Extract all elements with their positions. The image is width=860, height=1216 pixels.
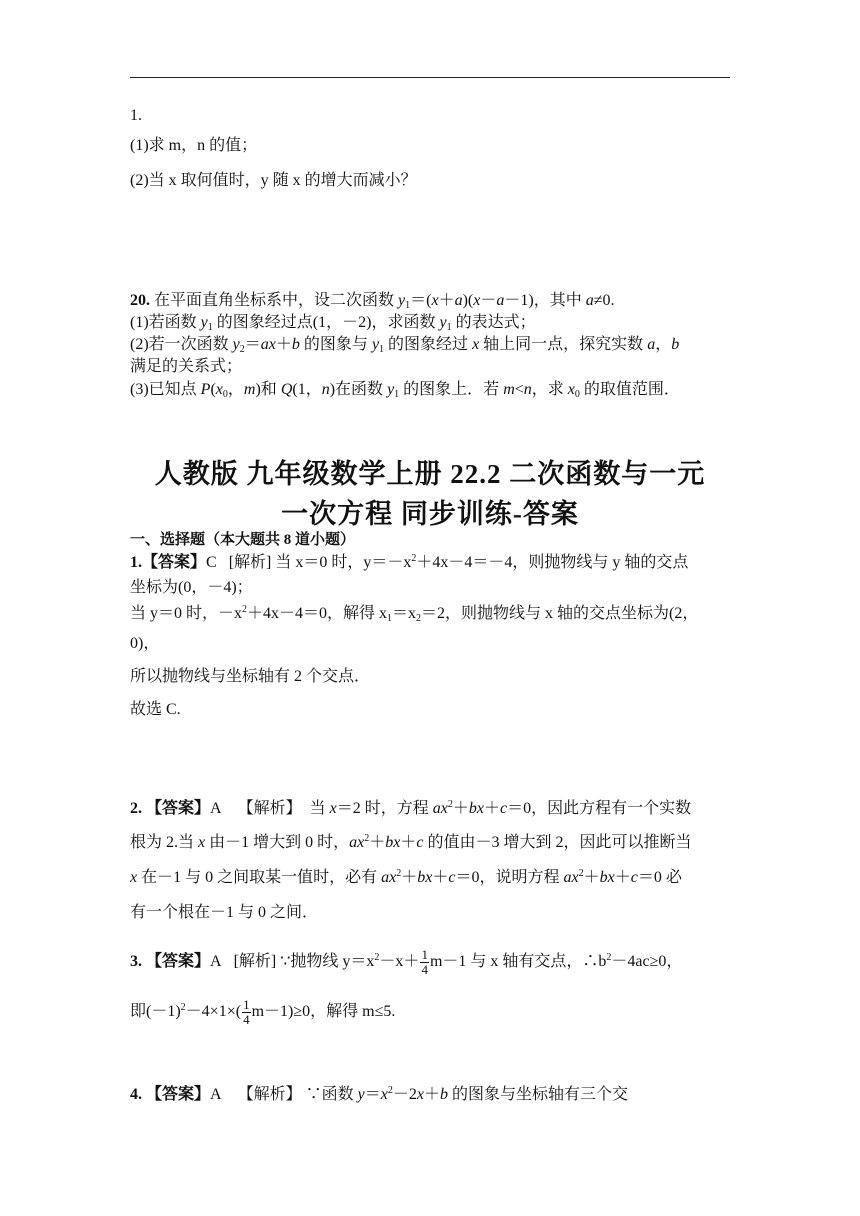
q20-part3: (3)已知点 $P(x_0$，m)和 Q(1，n)在函数 $y_1$ 的图象上．若 m<n，求 $x_0$ 的取值范围． — [130, 381, 680, 400]
q20-number: 20. — [130, 292, 150, 309]
fraction-one-quarter: $\frac{1}{4}$ — [421, 946, 428, 977]
answer-1-line2: 坐标为(0，－4)； — [130, 579, 253, 596]
answer-2-label: 2. 【答案】 — [130, 800, 211, 817]
answer-1-line4: 0)， — [130, 635, 160, 652]
answer-1-line6: 故选 C. — [130, 701, 181, 718]
answer-4-line1: 4. 【答案】A 【解析】 ∵函数 $y=x^2-2x+b$ 的图象与坐标轴有三个交 — [130, 1085, 628, 1103]
q19-fragment: 1. — [130, 107, 142, 124]
answer-title-line2: 一次方程 同步训练-答案 — [281, 499, 579, 529]
answer-1-line3: 当 y＝0 时，$-x^2+4x-4=0$，解得 $x_1=x_2=2$，则抛物线与 x 轴的交点坐标为(2， — [130, 604, 699, 624]
answer-title-line1: 人教版 九年级数学上册 22.2 二次函数与一元 — [154, 459, 706, 489]
q20-stem: 20. 在平面直角坐标系中，设二次函数 $y_1=(x+a)(x-a-1)$，其中 a≠0. — [130, 292, 615, 311]
answer-2-line3: x 在－1 与 0 之间取某一值时，必有 $ax^2+bx+c=0$，说明方程 $ax^2+bx+c=0$ 必 — [130, 868, 682, 886]
answer-4-label: 4. 【答案】 — [130, 1086, 211, 1103]
answer-3-line2: 即$(-1)^2-4\times 1\times$( $\frac{1}{4}$ m－1)≥0，解得 m≤5. — [130, 996, 396, 1027]
q20-part2-cont: 满足的关系式； — [130, 358, 243, 375]
answer-2-line1: 2. 【答案】A 【解析】 当 x＝2 时，方程 $ax^2+bx+c=0$，因此方程有一个实数 — [130, 799, 692, 817]
answer-1-label: 1.【答案】 — [130, 554, 207, 571]
header-rule — [130, 77, 730, 78]
answer-3-line1: 3. 【答案】A [解析] ∵抛物线 $y=x^2-x+$ $\frac{1}{4}$ m－1 与 x 轴有交点，$\therefore b^2-4ac\ge 0$， — [130, 946, 683, 977]
answer-2-line4: 有一个根在－1 与 0 之间． — [130, 904, 319, 921]
q20-part2: (2)若一次函数 $y_2=ax+b$ 的图象与 $y_1$ 的图象经过 x 轴上同一点，探究实数 a，b — [130, 336, 680, 355]
answer-2-line2: 根为 2.当 x 由－1 增大到 0 时，$ax^2+bx+c$ 的值由－3 增大到 2，因此可以推断当 — [130, 833, 692, 851]
q19-part2: (2)当 x 取何值时，y 随 x 的增大而减小？ — [130, 172, 417, 189]
section-heading: 一、选择题（本大题共 8 道小题） — [130, 532, 356, 548]
answer-1-line1: 1.【答案】C [解析] 当 x＝0 时，$y=-x^2+4x-4=-4$，则抛物线与 y 轴的交点 — [130, 553, 689, 571]
answer-3-label: 3. 【答案】 — [130, 953, 211, 970]
answer-1-line5: 所以抛物线与坐标轴有 2 个交点． — [130, 668, 371, 685]
q19-part1: (1)求 m，n 的值； — [130, 137, 258, 154]
q20-part1: (1)若函数 $y_1$ 的图象经过点(1，－2)，求函数 $y_1$ 的表达式； — [130, 314, 536, 333]
fraction-one-quarter-2: $\frac{1}{4}$ — [243, 996, 250, 1027]
